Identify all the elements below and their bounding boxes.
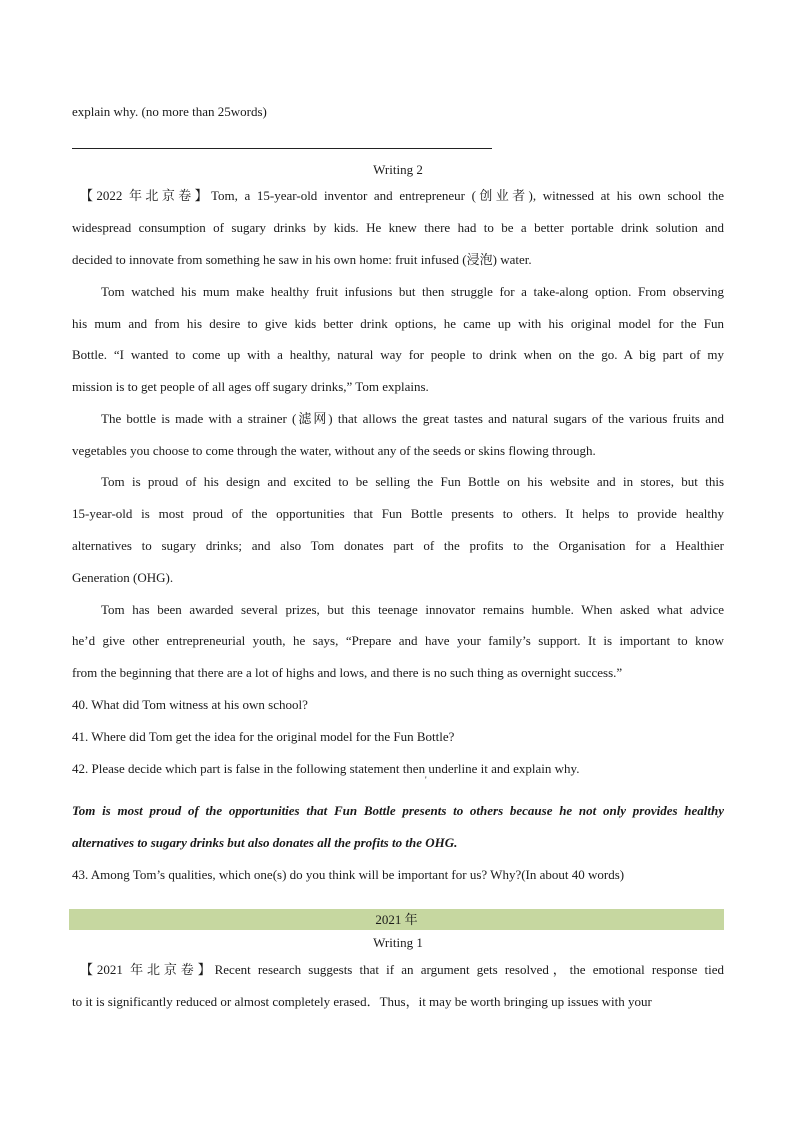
writing2-heading: Writing 2 <box>373 162 423 177</box>
w2-p1-line1: 【2022 年北京卷】Tom, a 15-year-old inventor and entrepreneur (创业者), witnessed at his own school the <box>80 188 724 203</box>
w2-p5-line2: he’d give other entrepreneurial youth, he says, “Prepare and have your family’s support. It is important to know <box>72 633 724 648</box>
prev-question-tail: explain why. (no more than 25words) <box>72 104 267 119</box>
w2-p4-line4: Generation (OHG). <box>72 570 174 585</box>
w2-p2-line4: mission is to get people of all ages off sugary drinks,” Tom explains. <box>72 379 429 394</box>
statement-line2: alternatives to sugary drinks but also donates all the profits to the OHG. <box>72 835 458 850</box>
w2-p4-line1: Tom is proud of his design and excited to be selling the Fun Bottle on his website and in stores, but this <box>101 474 724 489</box>
answer-line <box>72 148 492 149</box>
writing1-heading: Writing 1 <box>373 935 423 950</box>
w2-p5-line1: Tom has been awarded several prizes, but this teenage innovator remains humble. When asked what advice <box>101 602 724 617</box>
w2-p5-line3: from the beginning that there are a lot of highs and lows, and there is no such thing as overnight success.” <box>72 665 623 680</box>
w2-p1-line3: decided to innovate from something he saw in his own home: fruit infused (浸泡) water. <box>72 252 532 267</box>
w1-p1-line2: to it is significantly reduced or almost completely erased．Thus，it may be worth bringing up issues with your <box>72 994 652 1009</box>
w2-p2-line1: Tom watched his mum make healthy fruit infusions but then struggle for a take-along option. From observing <box>101 284 724 299</box>
w2-p4-line3: alternatives to sugary drinks; and also Tom donates part of the profits to the Organisation for a Healthier <box>72 538 724 553</box>
question-40: 40. What did Tom witness at his own school? <box>72 697 308 712</box>
question-42: 42. Please decide which part is false in the following statement then underline it and explain why. <box>72 761 580 776</box>
w2-p2-line2: his mum and from his desire to give kids better drink options, he came up with his original model for the Fun <box>72 316 724 331</box>
statement-line1: Tom is most proud of the opportunities that Fun Bottle presents to others because he not only provides healthy <box>72 803 724 818</box>
w2-p3-line1: The bottle is made with a strainer (滤网) that allows the great tastes and natural sugars of the various fruits and <box>101 411 724 426</box>
question-43: 43. Among Tom’s qualities, which one(s) do you think will be important for us? Why?(In about 40 words) <box>72 867 625 882</box>
w2-p4-line2: 15-year-old is most proud of the opportunities that Fun Bottle presents to others. It helps to provide healthy <box>72 506 724 521</box>
year-band-label: 2021 年 <box>375 912 418 927</box>
w2-p2-line3: Bottle. “I wanted to come up with a healthy, natural way for people to drink when on the go. A big part of my <box>72 347 724 362</box>
stray-mark: ' <box>425 775 427 785</box>
question-41: 41. Where did Tom get the idea for the original model for the Fun Bottle? <box>72 729 455 744</box>
w2-p3-line2: vegetables you choose to come through the water, without any of the seeds or skins flowing through. <box>72 443 596 458</box>
w1-p1-line1: 【2021 年北京卷】Recent research suggests that if an argument gets resolved，the emotional response tied <box>80 962 724 977</box>
w2-p1-line2: widespread consumption of sugary drinks by kids. He knew there had to be a better portable drink solution and <box>72 220 724 235</box>
